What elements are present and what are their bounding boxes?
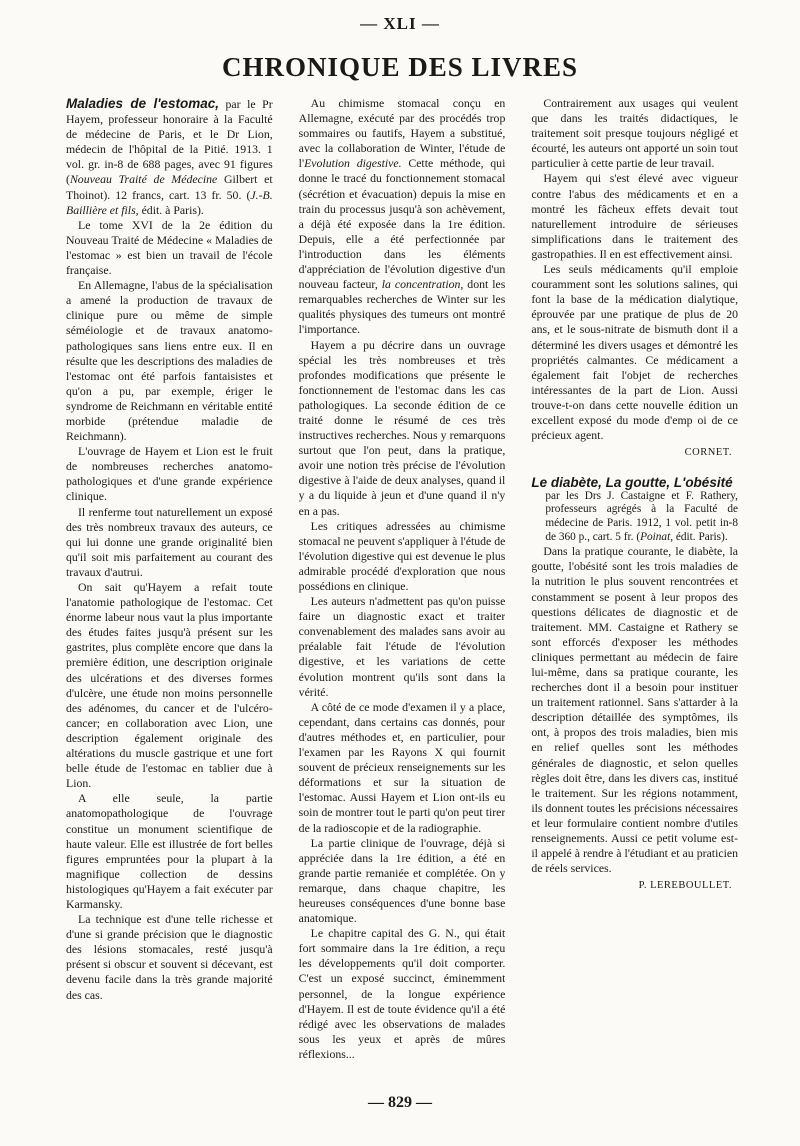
paragraph: L'ouvrage de Hayem et Lion est le fruit de nombreuses recherches anatomo-pathologiques et d'une grande expérience clinique. — [66, 444, 273, 504]
section-title: CHRONIQUE DES LIVRES — [221, 52, 579, 82]
paragraph: Le chapitre capital des G. N., qui était fort sommaire dans la 1re édition, a reçu les développements qu'il doit comporter. C'est un exposé succinct, éminemment personnel, de la longue expérience d'Hayem. Il est de toute évidence qu'il a été rédigé avec les observations de malades sous les yeux et après de mûres réflexions... — [298, 926, 506, 1061]
column-1 — [66, 96, 273, 1096]
paragraph: La partie clinique de l'ouvrage, déjà si appréciée dans la 1re édition, a été en grande partie remaniée et complétée. On y remarque, dans chaque chapitre, les heureuses conséquences d'une bonne base anatomique. — [298, 835, 506, 926]
text-columns — [66, 96, 738, 1096]
review-separator — [531, 460, 738, 476]
paragraph: Contrairement aux usages qui veulent que dans les traités didactiques, le traitement soit presque toujours négligé et écourté, les auteurs ont apporté un soin tout particulier à cette partie de leur travail. — [531, 96, 739, 171]
paragraph: Hayem qui s'est élevé avec vigueur contre l'abus des médicaments et en a montré les fâcheux effets devait tout naturellement introduire de sérieuses simplifications dans le traitement des gastropathies. Il en est effectivement ainsi. — [531, 171, 739, 261]
column-2 — [299, 96, 506, 1096]
paragraph: A elle seule, la partie anatomopathologique de l'ouvrage constitue un monument scientifique de haute valeur. Elle est illustrée de fort belles figures empruntées pour la plupart à la magnifique collection de dessins histologiques qu'Hayem a fait exécuter par Karmansky. — [66, 791, 273, 911]
column-3 — [531, 96, 738, 1096]
paragraph: A côté de ce mode d'examen il y a place, cependant, dans certains cas donnés, pour d'autres méthodes et, en particulier, pour l'examen par les Rayons X qui fournit souvent de précieux renseignements sur les déformations et sur la situation de l'estomac. Aussi Hayem et Lion ont-ils eu soin de montrer tout le parti qu'on peut tirer de la radioscopie et de la radiographie. — [298, 699, 506, 835]
review-1-title: Maladies de l'estomac, — [66, 96, 219, 111]
paragraph: Les auteurs n'admettent pas qu'on puisse faire un diagnostic exact et traiter convenablement des malades sans avoir au préalable fait l'étude de l'évolution digestive, et les variations de cette évolution montrent qu'ils sont dans la vérité. — [298, 594, 506, 699]
paragraph: Dans la pratique courante, le diabète, la goutte, l'obésité sont les trois maladies de la nutrition le plus souvent rencontrées et constamment se posent à leur propos des questions délicates de diagnostic et de traitement. MM. Castaigne et Rathery se sont efforcés d'exposer les méthodes cliniques permettant au médecin de faire lui-même, dans sa pratique courante, les recherches dont il a besoin pour instituer un traitement rationnel. Sans s'attarder à la description détaillée des symptômes, ils ont, à propos des trois maladies, bien mis en relief quelles sont les méthodes générales de diagnostic, et selon quelles règles doit être, dans les divers cas, institué le traitement. Sur les régions notamment, ils donnent toutes les précisions nécessaires et leur formulaire contient nombre d'utiles renseignements. Aussi ce petit volume est-il appelé à rendre à l'étudiant et au praticien de réels services. — [531, 544, 739, 876]
paragraph: Les seuls médicaments qu'il emploie couramment sont les solutions salines, qui font la base de la médication dialytique, éprouvée par une pratique de plus de 20 ans, et le sous-nitrate de bismuth dont il a déterminé les divers usages et démontré les propriétés calmantes. Ce médicament a également fait l'objet de recherches intéressantes de la part de Lion. Aussi trouve-t-on dans cette nouvelle édition un excellent exposé du mode d'emp oi de ce précieux agent. — [531, 262, 739, 443]
page-number-footer: — 829 — — [368, 1094, 432, 1111]
paragraph: Le tome XVI de la 2e édition du Nouveau Traité de Médecine « Maladies de l'estomac » est bien un travail de l'école française. — [66, 217, 273, 278]
review-1-citation: Maladies de l'estomac, par le Pr Hayem, professeur honoraire à la Faculté de médecine de Paris, et le Dr Lion, médecin de l'hôpital de la Pitié. 1913. 1 vol. gr. in-8 de 688 pages, avec 91 figures (Nouveau Traité de Médecine Gilbert et Thoinot). 12 francs, cart. 13 fr. 50. (J.-B. Baillière et fils, édit. à Paris). — [66, 96, 273, 217]
paragraph: Il renferme tout naturellement un exposé des très nombreux travaux des auteurs, ce qui lui donne une grande originalité bien qu'il soit mis parfaitement au courant des travaux d'autrui. — [66, 504, 273, 579]
review-2-signature: P. LEREBOULLET. — [638, 880, 733, 892]
paragraph: On sait qu'Hayem a refait toute l'anatomie pathologique de l'estomac. Cet énorme labeur nous vaut la plus importante des études faites jusqu'à présent sur les gastrites, plus complète encore que dans la première édition, une description originale des ulcérations et des diverses formes d'ulcère, une étude non moins personnelle des adénomes, du cancer et de l'ulcéro-cancer; en collaboration avec Lion, une description également originale des altérations du muscle gastrique et une fort belle étude de l'estomac en tablier due à Lion. — [66, 580, 273, 791]
page-header-roman: — XLI — — [360, 14, 440, 33]
paragraph: En Allemagne, l'abus de la spécialisation a amené la production de travaux de clinique pure ou même de simple séméiologie et de travaux anatomo-pathologiques sans liens entre eux. Il en résulte que les descriptions des maladies de l'estomac ont été parfois fantaisistes et qu'on a pu, par exemple, ériger le syndrome de Reichmann en véritable entité morbide (prétendue maladie de Reichmann). — [66, 278, 273, 444]
paragraph: La technique est d'une telle richesse et d'une si grande précision que le diagnostic des lésions stomacales, resté jusqu'à présent si obscur et souvent si décevant, est devenu facile dans la très grande majorité des cas. — [66, 912, 273, 1002]
paragraph: Au chimisme stomacal conçu en Allemagne, exécuté par des procédés trop sommaires ou fautifs, Hayem a substitué, avec la collaboration de Winter, l'étude de l'Evolution digestive. Cette méthode, qui donne le tracé du fonctionnement stomacal (sécrétion et évacuation) depuis la mise en train du processus jusqu'à son achèvement, a déjà été exposée dans la 1re édition. Depuis, elle a été perfectionnée par l'introduction dans les éléments d'appréciation de l'évolution digestive d'un nouveau facteur, la concentration, dont les remarquables recherches de Winter sur les qualités physiques des tumeurs ont montré l'importance. — [298, 96, 506, 337]
paragraph: Hayem a pu décrire dans un ouvrage spécial les très nombreuses et très profondes modifications que présente le fonctionnement de l'estomac dans les cas pathologiques. La seconde édition de ce traité donne le résumé de ces très instructives recherches. Nous y remarquons surtout que l'on peut, dans la pratique, avoir une notion très précise de l'évolution digestive à l'aide de deux analyses, quand il y a du liquide à jeun et d'une quand il n'y en a pas. — [298, 337, 506, 518]
paragraph: Les critiques adressées au chimisme stomacal ne peuvent s'appliquer à l'étude de l'évolution digestive qui est devenue le plus admirable procédé d'exploration que nous possédions en clinique. — [298, 518, 506, 593]
review-1-signature: CORNET. — [684, 447, 733, 459]
review-2-citation: Le diabète, La goutte, L'obésité par les Drs J. Castaigne et F. Rathery, professeurs agrégés à la Faculté de médecine de Paris. 1912, 1 vol. petit in-8 de 360 p., cart. 5 fr. (Poinat, édit. Paris). — [531, 475, 739, 543]
review-2-title: Le diabète, La goutte, L'obésité — [531, 475, 733, 491]
